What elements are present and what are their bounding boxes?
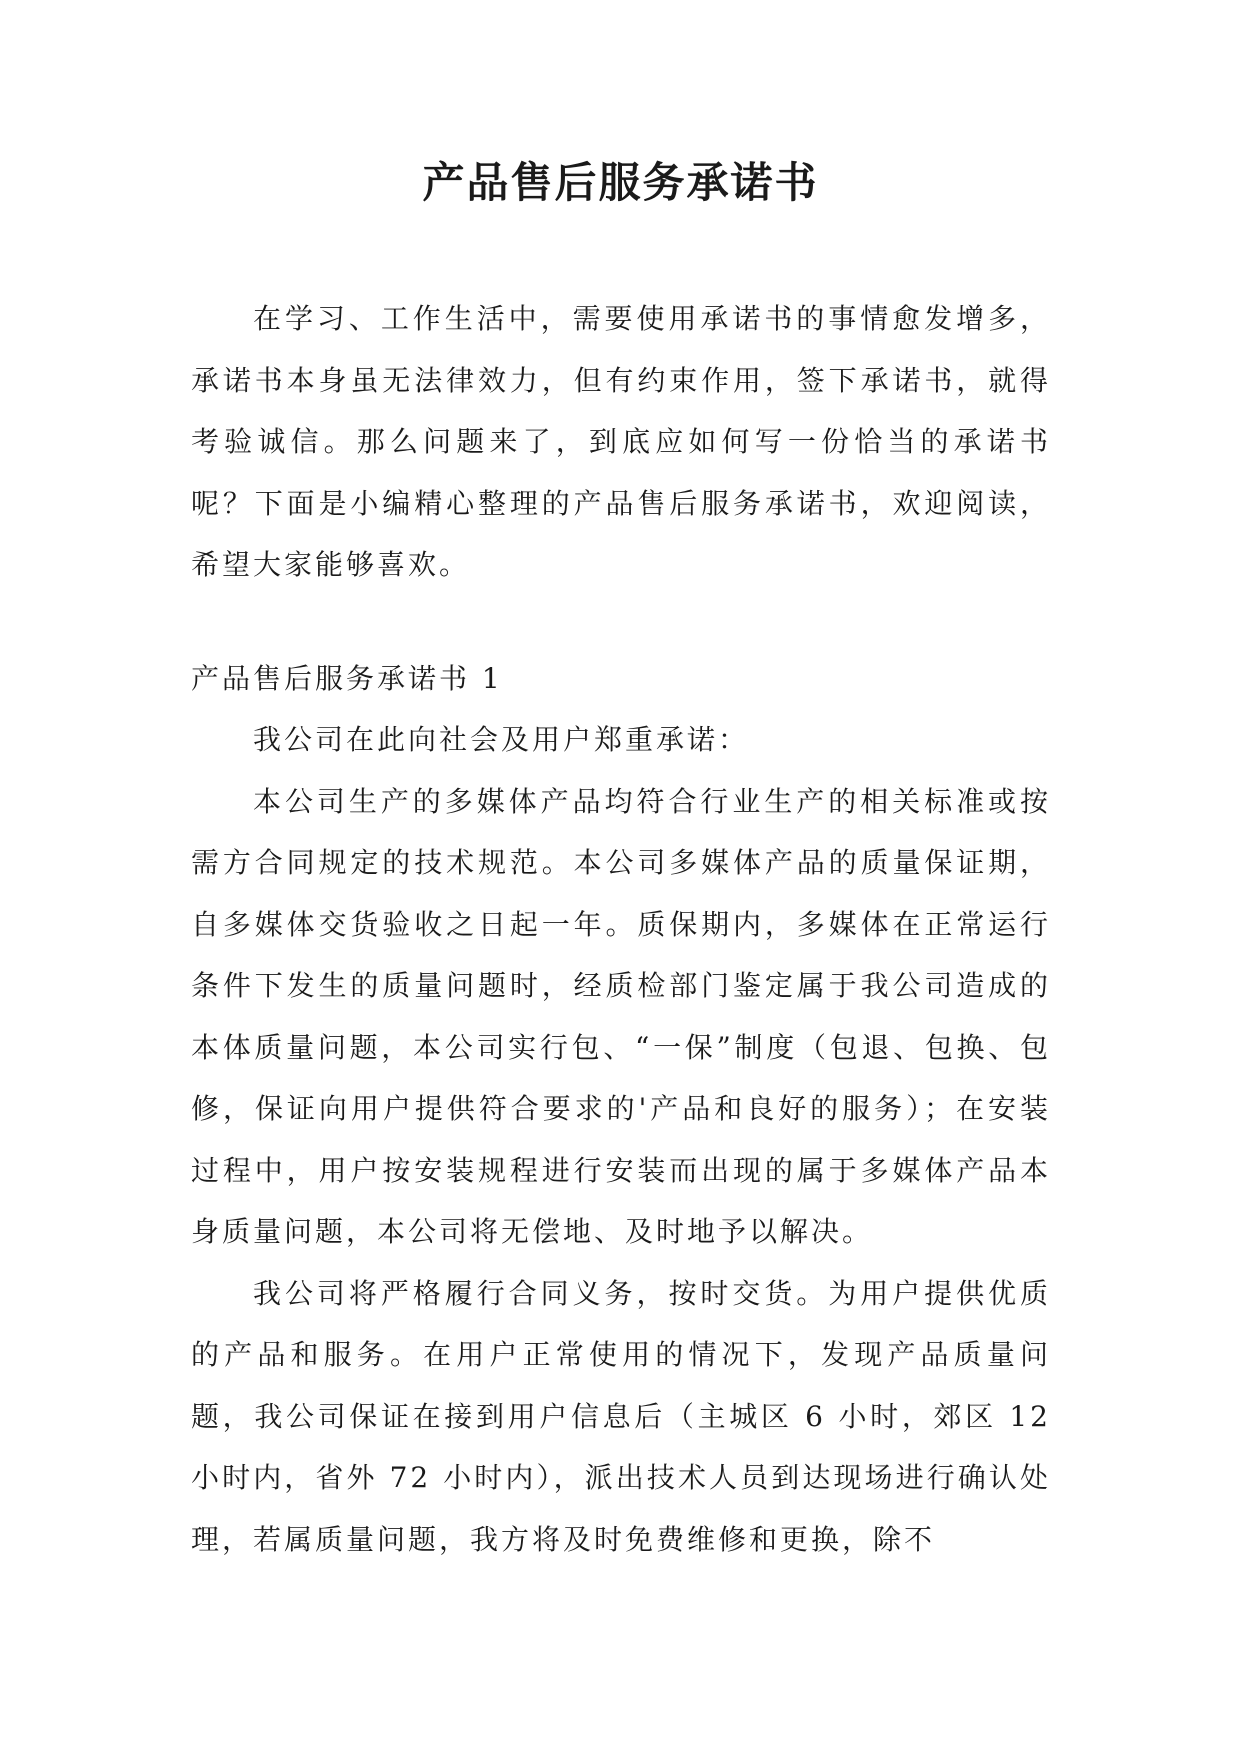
section-heading-1: 产品售后服务承诺书 1 [191, 661, 503, 695]
document-body [191, 288, 1051, 1570]
section-opening: 我公司在此向社会及用户郑重承诺： [253, 723, 750, 756]
section-paragraph-1: 本公司生产的多媒体产品均符合行业生产的相关标准或按需方合同规定的技术规范。本公司多媒体产品的质量保证期，自多媒体交货验收之日起一年。质保期内，多媒体在正常运行条件下发生的质量问题时，经质检部门鉴定属于我公司造成的本体质量问题，本公司实行包、“一保”制度（包退、包换、包修，保证向用户提供符合要求的'产品和良好的服务）；在安装过程中，用户按安装规程进行安装而出现的属于多媒体产品本身质量问题，本公司将无偿地、及时地予以解决。 [191, 784, 1051, 1248]
intro-paragraph: 在学习、工作生活中，需要使用承诺书的事情愈发增多，承诺书本身虽无法律效力，但有约束作用，签下承诺书，就得考验诚信。那么问题来了，到底应如何写一份恰当的承诺书呢？下面是小编精心整理的产品售后服务承诺书，欢迎阅读，希望大家能够喜欢。 [191, 302, 1051, 581]
section-paragraph-2: 我公司将严格履行合同义务，按时交货。为用户提供优质的产品和服务。在用户正常使用的情况下，发现产品质量问题，我公司保证在接到用户信息后（主城区 6 小时，郊区 12 小时内，省外 72 小时内），派出技术人员到达现场进行确认处理，若属质量问题，我方将及时免费维修和更换，除不 [191, 1276, 1051, 1556]
document-title: 产品售后服务承诺书 [422, 158, 819, 207]
